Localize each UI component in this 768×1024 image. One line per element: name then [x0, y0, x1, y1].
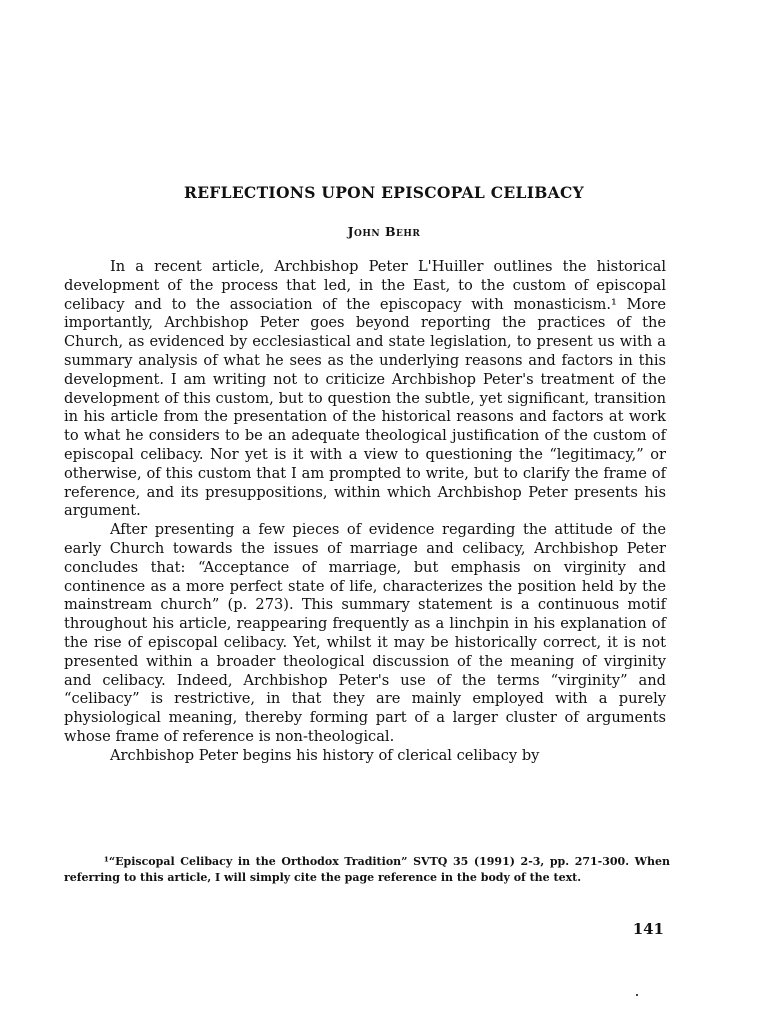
- article-author: John Behr: [347, 224, 421, 239]
- article-title: REFLECTIONS UPON EPISCOPAL CELIBACY: [184, 183, 584, 202]
- paragraph-2: After presenting a few pieces of evidence regarding the attitude of the early Church towards the issues of marriage and celibacy, Archbishop Peter concludes that: “Acceptance of marriage, but emphasis on virginity and continence as a more perfect state of life, characterizes the position held by the mainstream church” (p. 273). This summary statement is a continuous motif throughout his article, reappearing frequently as a linchpin in his explanation of the rise of episcopal celibacy. Yet, whilst it may be historically correct, it is not presented within a broader theological discussion of the meaning of virginity and celibacy. Indeed, Archbishop Peter's use of the terms “virginity” and “celibacy” is restrictive, in that they are mainly employed with a purely physiological meaning, thereby forming part of a larger cluster of arguments whose frame of reference is non-theological.: [64, 521, 666, 745]
- footnote-text: ¹“Episcopal Celibacy in the Orthodox Tradition” SVTQ 35 (1991) 2-3, pp. 271-300. When referring to this article, I will simply cite the page reference in the body of the text.: [64, 855, 670, 884]
- footnote: [64, 854, 670, 886]
- scan-speck: [636, 994, 638, 996]
- article-body: [64, 258, 666, 766]
- page-number: 141: [632, 920, 664, 938]
- paragraph-3: Archbishop Peter begins his history of clerical celibacy by: [110, 746, 540, 764]
- paragraph-1: In a recent article, Archbishop Peter L'Huiller outlines the historical development of the process that led, in the East, to the custom of episcopal celibacy and to the association of the episcopacy with monasticism.¹ More importantly, Archbishop Peter goes beyond reporting the practices of the Church, as evidenced by ecclesiastical and state legislation, to present us with a summary analysis of what he sees as the underlying reasons and factors in this development. I am writing not to criticize Archbishop Peter's treatment of the development of this custom, but to question the subtle, yet significant, transition in his article from the presentation of the historical reasons and factors at work to what he considers to be an adequate theological justification of the custom of episcopal celibacy. Nor yet is it with a view to questioning the “legitimacy,” or otherwise, of this custom that I am prompted to write, but to clarify the frame of reference, and its presuppositions, within which Archbishop Peter presents his argument.: [64, 258, 666, 520]
